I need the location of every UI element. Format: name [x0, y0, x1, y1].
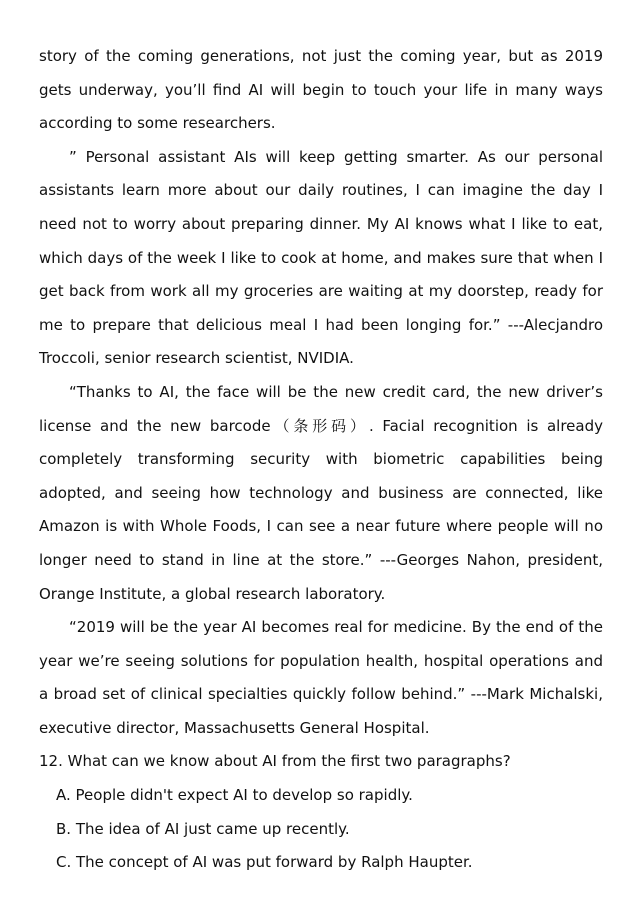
document-page	[39, 40, 603, 880]
paragraph-michalski-quote: “2019 will be the year AI becomes real for medicine. By the end of the year we’re seeing solutions for population health, hospital operations and a broad set of clinical specialties quickly follow behind.” ---Mark Michalski, executive director, Massachusetts General Hospital.	[39, 618, 603, 737]
paragraph-troccoli-quote: ” Personal assistant AIs will keep getting smarter. As our personal assistants learn more about our daily routines, I can imagine the day I need not to worry about preparing dinner. My AI knows what I like to eat, which days of the week I like to cook at home, and makes sure that when I get back from work all my groceries are waiting at my doorstep, ready for me to prepare that delicious meal I had been longing for.” ---Alecjandro Troccoli, senior research scientist, NVIDIA.	[39, 147, 603, 368]
option-b: B. The idea of AI just came up recently.	[56, 819, 350, 838]
paragraph-nahon-quote: “Thanks to AI, the face will be the new credit card, the new driver’s license and the new barcode（条形码）. Facial recognition is already completely transforming security with biometric capabilities being adopted, and seeing how technology and business are connected, like Amazon is with Whole Foods, I can see a near future where people will no longer need to stand in line at the store.” ---Georges Nahon, president, Orange Institute, a global research laboratory.	[39, 382, 603, 603]
option-c: C. The concept of AI was put forward by Ralph Haupter.	[56, 853, 473, 872]
question-12: 12. What can we know about AI from the first two paragraphs?	[39, 752, 511, 771]
paragraph-continuation: story of the coming generations, not just the coming year, but as 2019 gets underway, you’ll find AI will begin to touch your life in many ways according to some researchers.	[39, 47, 603, 133]
option-a: A. People didn't expect AI to develop so rapidly.	[56, 786, 413, 805]
